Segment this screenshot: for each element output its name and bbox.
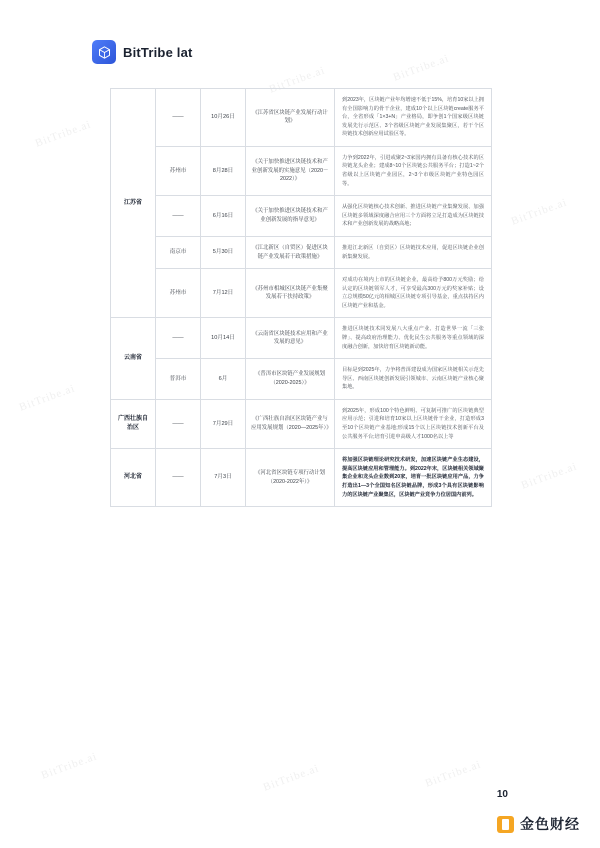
watermark: BitTribe.ai bbox=[33, 118, 93, 150]
cell-document: 《普洱市区块链产业发展规划（2020-2025）》 bbox=[246, 359, 335, 400]
policy-table-wrap bbox=[110, 88, 492, 507]
page-number: 10 bbox=[496, 789, 508, 800]
cell-document: 《关于加快推进区块链技术和产业创新发展的实施意见（2020－2022）》 bbox=[246, 146, 335, 195]
policy-table bbox=[110, 88, 492, 507]
watermark: BitTribe.ai bbox=[17, 382, 77, 414]
cell-city: —— bbox=[156, 449, 201, 507]
cell-city: 普洱市 bbox=[156, 359, 201, 400]
cell-detail: 对成功在境内上市的区块链企业，最高给予800万元奖励；给认定的区块链领军人才，可享受最高300万元的奖家补贴；设立总规模50亿元的相城区区块链专项引导基金，重点扶持区内区块链产业和基金。 bbox=[335, 269, 492, 318]
cell-date: 7月12日 bbox=[201, 269, 246, 318]
cell-document: 《云南省区块链技术应用和产业发展的意见》 bbox=[246, 318, 335, 359]
cube-logo-icon bbox=[92, 40, 116, 64]
cell-city: —— bbox=[156, 196, 201, 237]
brand-name: BitTribe lat bbox=[123, 44, 193, 60]
cell-document: 《广西壮族自治区区块链产业与应用发展规划（2020—2025年）》 bbox=[246, 399, 335, 448]
cell-detail: 到2025年，形成100个特色鲜明、可复制可推广的区块链典型应用示范；引进和培育10家以上区块链骨干企业，打造形成3至10个区块链产业基地;形成15个以上区块链技术创新平台及公共服务平台;培育引进申高级人才1000名以上等 bbox=[335, 399, 492, 448]
table-row bbox=[111, 449, 492, 507]
cell-date: 5月30日 bbox=[201, 236, 246, 268]
footer-brand bbox=[497, 814, 580, 834]
cell-detail: 将加强区块链理论研究技术研发，加速区块链产业生态建设，提高区块链应用和管理能力。到2022年末，区块链相关领域聚集企业和龙头企业数到20家，培育一批区块链应用产品，力争打造出1—3个全国知名区块链品牌，形成3个具有区块链影响力的区块链产业聚集区，区块链产业竞争力位居国内前列。 bbox=[335, 449, 492, 507]
watermark: BitTribe.ai bbox=[391, 52, 451, 84]
cell-detail: 目标是到2025年，力争将普洱建设成为国家区块链相关示范先导区、西南区块链创新发展引领城市、云南区块链产业核心聚集地。 bbox=[335, 359, 492, 400]
cell-province: 江苏省 bbox=[111, 89, 156, 318]
cell-city: 南京市 bbox=[156, 236, 201, 268]
cell-date: 7月3日 bbox=[201, 449, 246, 507]
watermark: BitTribe.ai bbox=[261, 762, 321, 794]
cell-province: 云南省 bbox=[111, 318, 156, 399]
cell-city: 苏州市 bbox=[156, 146, 201, 195]
cell-detail: 从强化区块链核心技术创新、推进区块链产业集聚发展、加强区块链多领域深度融合应用三个方面将立足打造成为区块链技术和产业创新发展的战略高地； bbox=[335, 196, 492, 237]
watermark: BitTribe.ai bbox=[39, 750, 99, 782]
cell-city: —— bbox=[156, 399, 201, 448]
cell-date: 6月 bbox=[201, 359, 246, 400]
table-row bbox=[111, 89, 492, 147]
table-row bbox=[111, 318, 492, 359]
cell-province: 河北省 bbox=[111, 449, 156, 507]
cell-document: 《江北新区（自贸区）促进区块链产业发展若干政策措施》 bbox=[246, 236, 335, 268]
cell-city: —— bbox=[156, 89, 201, 147]
cell-document: 《江苏省区块链产业发展行动计划》 bbox=[246, 89, 335, 147]
cell-city: 苏州市 bbox=[156, 269, 201, 318]
cell-detail: 推进江北新区（自贸区）区块链技术应用，促进区块链企业创新集聚发展。 bbox=[335, 236, 492, 268]
cell-province: 广西壮族自治区 bbox=[111, 399, 156, 448]
watermark: BitTribe.ai bbox=[509, 196, 569, 228]
watermark: BitTribe.ai bbox=[267, 64, 327, 96]
cell-date: 10月26日 bbox=[201, 89, 246, 147]
cell-detail: 到2023年，区块链产业年均增速不低于15%，培育10家以上拥有全国影响力的骨干企业，建成10个以上区块链create服务平台，全省形成「1×3+N」产业格局，即争创1个国家级区块链发展先行示范区、3个省级区块链产业发展集聚区，若干个区块链技术创新应用试验区等。 bbox=[335, 89, 492, 147]
document-header bbox=[92, 40, 193, 64]
table-row bbox=[111, 399, 492, 448]
footer-brand-name: 金色财经 bbox=[520, 816, 580, 832]
cell-date: 6月16日 bbox=[201, 196, 246, 237]
cell-date: 7月29日 bbox=[201, 399, 246, 448]
cell-document: 《苏州市相城区区块链产业集聚发展若干扶持政策》 bbox=[246, 269, 335, 318]
table-row bbox=[111, 269, 492, 318]
cell-detail: 力争到2022年，引进或聚2~3家国内拥有具备有核心技术的区块链龙头企业；建成8~10个区块链公共服务平台；打造1~2个省级以上区块链产业园区，2~3个市级区块链产业特色园区等。 bbox=[335, 146, 492, 195]
cell-date: 10月14日 bbox=[201, 318, 246, 359]
watermark: BitTribe.ai bbox=[423, 758, 483, 790]
table-row bbox=[111, 359, 492, 400]
cell-document: 《河北省区块链专项行动计划（2020-2022年）》 bbox=[246, 449, 335, 507]
table-row bbox=[111, 146, 492, 195]
table-row bbox=[111, 236, 492, 268]
cell-detail: 推进区块链技术同发展八大重点产业、打造世界一流「三张牌」、提高政府治理能力、优化民生公共服务等重点领域的深度融合创新，加快培育区块链新动能。 bbox=[335, 318, 492, 359]
watermark: BitTribe.ai bbox=[519, 460, 579, 492]
cell-document: 《关于加快推进区块链技术和产业创新发展的指导意见》 bbox=[246, 196, 335, 237]
cell-date: 8月28日 bbox=[201, 146, 246, 195]
cell-city: —— bbox=[156, 318, 201, 359]
table-row bbox=[111, 196, 492, 237]
golden-finance-icon bbox=[497, 816, 514, 833]
